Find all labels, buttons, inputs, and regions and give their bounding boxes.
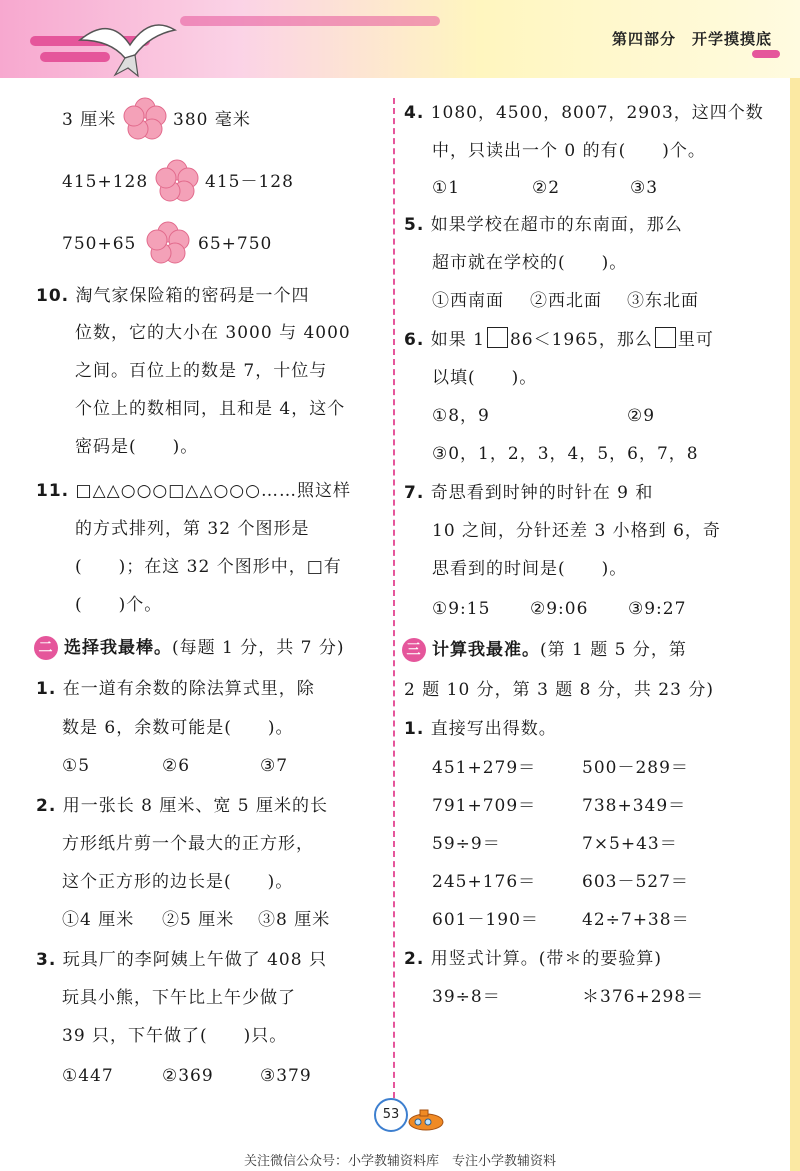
option[interactable]: ③379 <box>260 1066 312 1086</box>
calc-item[interactable]: 738+349＝ <box>582 796 687 816</box>
question-line: 位数，它的大小在 3000 与 4000 <box>75 323 351 343</box>
option[interactable]: ①447 <box>62 1066 114 1086</box>
question-line: 之间。百位上的数是 7，十位与 <box>75 361 328 381</box>
option[interactable]: ②西北面 <box>530 291 602 311</box>
choice-question-3: 3. 玩具厂的李阿姨上午做了 408 只 <box>36 950 327 970</box>
calc-item[interactable]: 42÷7+38＝ <box>582 910 690 930</box>
column-divider <box>393 98 395 1098</box>
option[interactable]: ①1 <box>432 178 461 198</box>
subsection-label: 开学摸摸底 <box>691 30 772 48</box>
flower-blank-icon <box>154 158 200 204</box>
calc-item[interactable]: 245+176＝ <box>432 872 537 892</box>
option[interactable]: ③3 <box>630 178 659 198</box>
option[interactable]: ①4 厘米 <box>62 910 135 930</box>
calc-item[interactable]: ＊376+298＝ <box>582 987 705 1007</box>
option[interactable]: ①8，9 <box>432 406 490 426</box>
question-line: 密码是( )。 <box>75 437 199 457</box>
choice-question-4: 4. 1080，4500，8007，2903，这四个数 <box>404 103 764 123</box>
choice-question-5: 5. 如果学校在超市的东南面，那么 <box>404 215 683 235</box>
option[interactable]: ①9:15 <box>432 599 491 619</box>
submarine-icon <box>406 1108 446 1132</box>
footer-watermark: 关注微信公众号：小学教辅资料库 专注小学教辅资料 <box>243 1154 556 1169</box>
question-line: 超市就在学校的( )。 <box>432 253 628 273</box>
question-line: 10 之间，分针还差 3 小格到 6，奇 <box>432 521 721 541</box>
compare-left: 415+128 <box>62 172 149 192</box>
option[interactable]: ②6 <box>162 756 191 776</box>
calc-item[interactable]: 7×5+43＝ <box>582 834 678 854</box>
option[interactable]: ②2 <box>532 178 561 198</box>
calc-item[interactable]: 603－527＝ <box>582 872 689 892</box>
calc-item[interactable]: 791+709＝ <box>432 796 537 816</box>
side-rail <box>790 78 800 1171</box>
digit-box[interactable] <box>655 327 676 348</box>
question-10: 10. 淘气家保险箱的密码是一个四 <box>36 286 310 306</box>
option[interactable]: ①西南面 <box>432 291 504 311</box>
compare-left: 750+65 <box>62 234 137 254</box>
question-line: 方形纸片剪一个最大的正方形， <box>62 834 314 854</box>
section-3-header: 三 计算我最准。(第 1 题 5 分，第 <box>402 638 687 662</box>
compare-right: 380 毫米 <box>173 110 251 130</box>
page-number: 53 <box>374 1098 408 1132</box>
choice-question-2: 2. 用一张长 8 厘米、宽 5 厘米的长 <box>36 796 328 816</box>
question-line: 以填( )。 <box>432 368 538 388</box>
option[interactable]: ②9 <box>627 406 656 426</box>
option[interactable]: ③7 <box>260 756 289 776</box>
choice-question-6: 6. 如果 1 86＜1965，那么 里可 <box>404 327 714 352</box>
flower-blank-icon <box>122 96 168 142</box>
flower-blank-icon <box>145 220 191 266</box>
question-line: 思看到的时间是( )。 <box>432 559 628 579</box>
calc-question-1: 1. 直接写出得数。 <box>404 719 557 739</box>
option[interactable]: ③9:27 <box>628 599 687 619</box>
section-label: 第四部分 <box>611 30 676 48</box>
section-2-header: 二 选择我最棒。(每题 1 分，共 7 分) <box>34 636 345 660</box>
digit-box[interactable] <box>487 327 508 348</box>
option[interactable]: ③0，1，2，3，4，5，6，7，8 <box>432 444 699 464</box>
calc-item[interactable]: 601－190＝ <box>432 910 539 930</box>
question-line: 这个正方形的边长是( )。 <box>62 872 294 892</box>
compare-left: 3 厘米 <box>62 110 117 130</box>
calc-question-2: 2. 用竖式计算。(带＊的要验算) <box>404 949 662 969</box>
option[interactable]: ②369 <box>162 1066 214 1086</box>
question-line: ( )；在这 32 个图形中，□有 <box>75 557 342 577</box>
question-line: 中，只读出一个 0 的有( )个。 <box>432 141 706 161</box>
calc-item[interactable]: 500－289＝ <box>582 758 689 778</box>
section-badge: 三 <box>402 638 426 662</box>
choice-question-7: 7. 奇思看到时钟的时针在 9 和 <box>404 483 654 503</box>
calc-item[interactable]: 451+279＝ <box>432 758 537 778</box>
header-stripe <box>180 16 440 26</box>
question-line: 数是 6，余数可能是( )。 <box>62 718 294 738</box>
option[interactable]: ③8 厘米 <box>258 910 331 930</box>
section-badge: 二 <box>34 636 58 660</box>
option[interactable]: ③东北面 <box>627 291 699 311</box>
choice-question-1: 1. 在一道有余数的除法算式里，除 <box>36 679 315 699</box>
compare-right: 415－128 <box>205 172 294 192</box>
option[interactable]: ②9:06 <box>530 599 589 619</box>
header-stripe <box>752 50 780 58</box>
calc-item[interactable]: 59÷9＝ <box>432 834 501 854</box>
question-line: ( )个。 <box>75 595 163 615</box>
question-line: 39 只，下午做了( )只。 <box>62 1026 288 1046</box>
calc-item[interactable]: 39÷8＝ <box>432 987 501 1007</box>
option[interactable]: ①5 <box>62 756 91 776</box>
option[interactable]: ②5 厘米 <box>162 910 235 930</box>
seagull-icon <box>70 10 180 80</box>
section-title <box>612 28 772 49</box>
compare-right: 65+750 <box>198 234 273 254</box>
question-line: 的方式排列，第 32 个图形是 <box>75 519 310 539</box>
question-line: 玩具小熊，下午比上午少做了 <box>62 988 296 1008</box>
section-3-note: 2 题 10 分，第 3 题 8 分，共 23 分) <box>404 680 714 700</box>
question-11: 11. □△△○○○□△△○○○……照这样 <box>36 481 351 501</box>
question-line: 个位上的数相同，且和是 4，这个 <box>75 399 346 419</box>
